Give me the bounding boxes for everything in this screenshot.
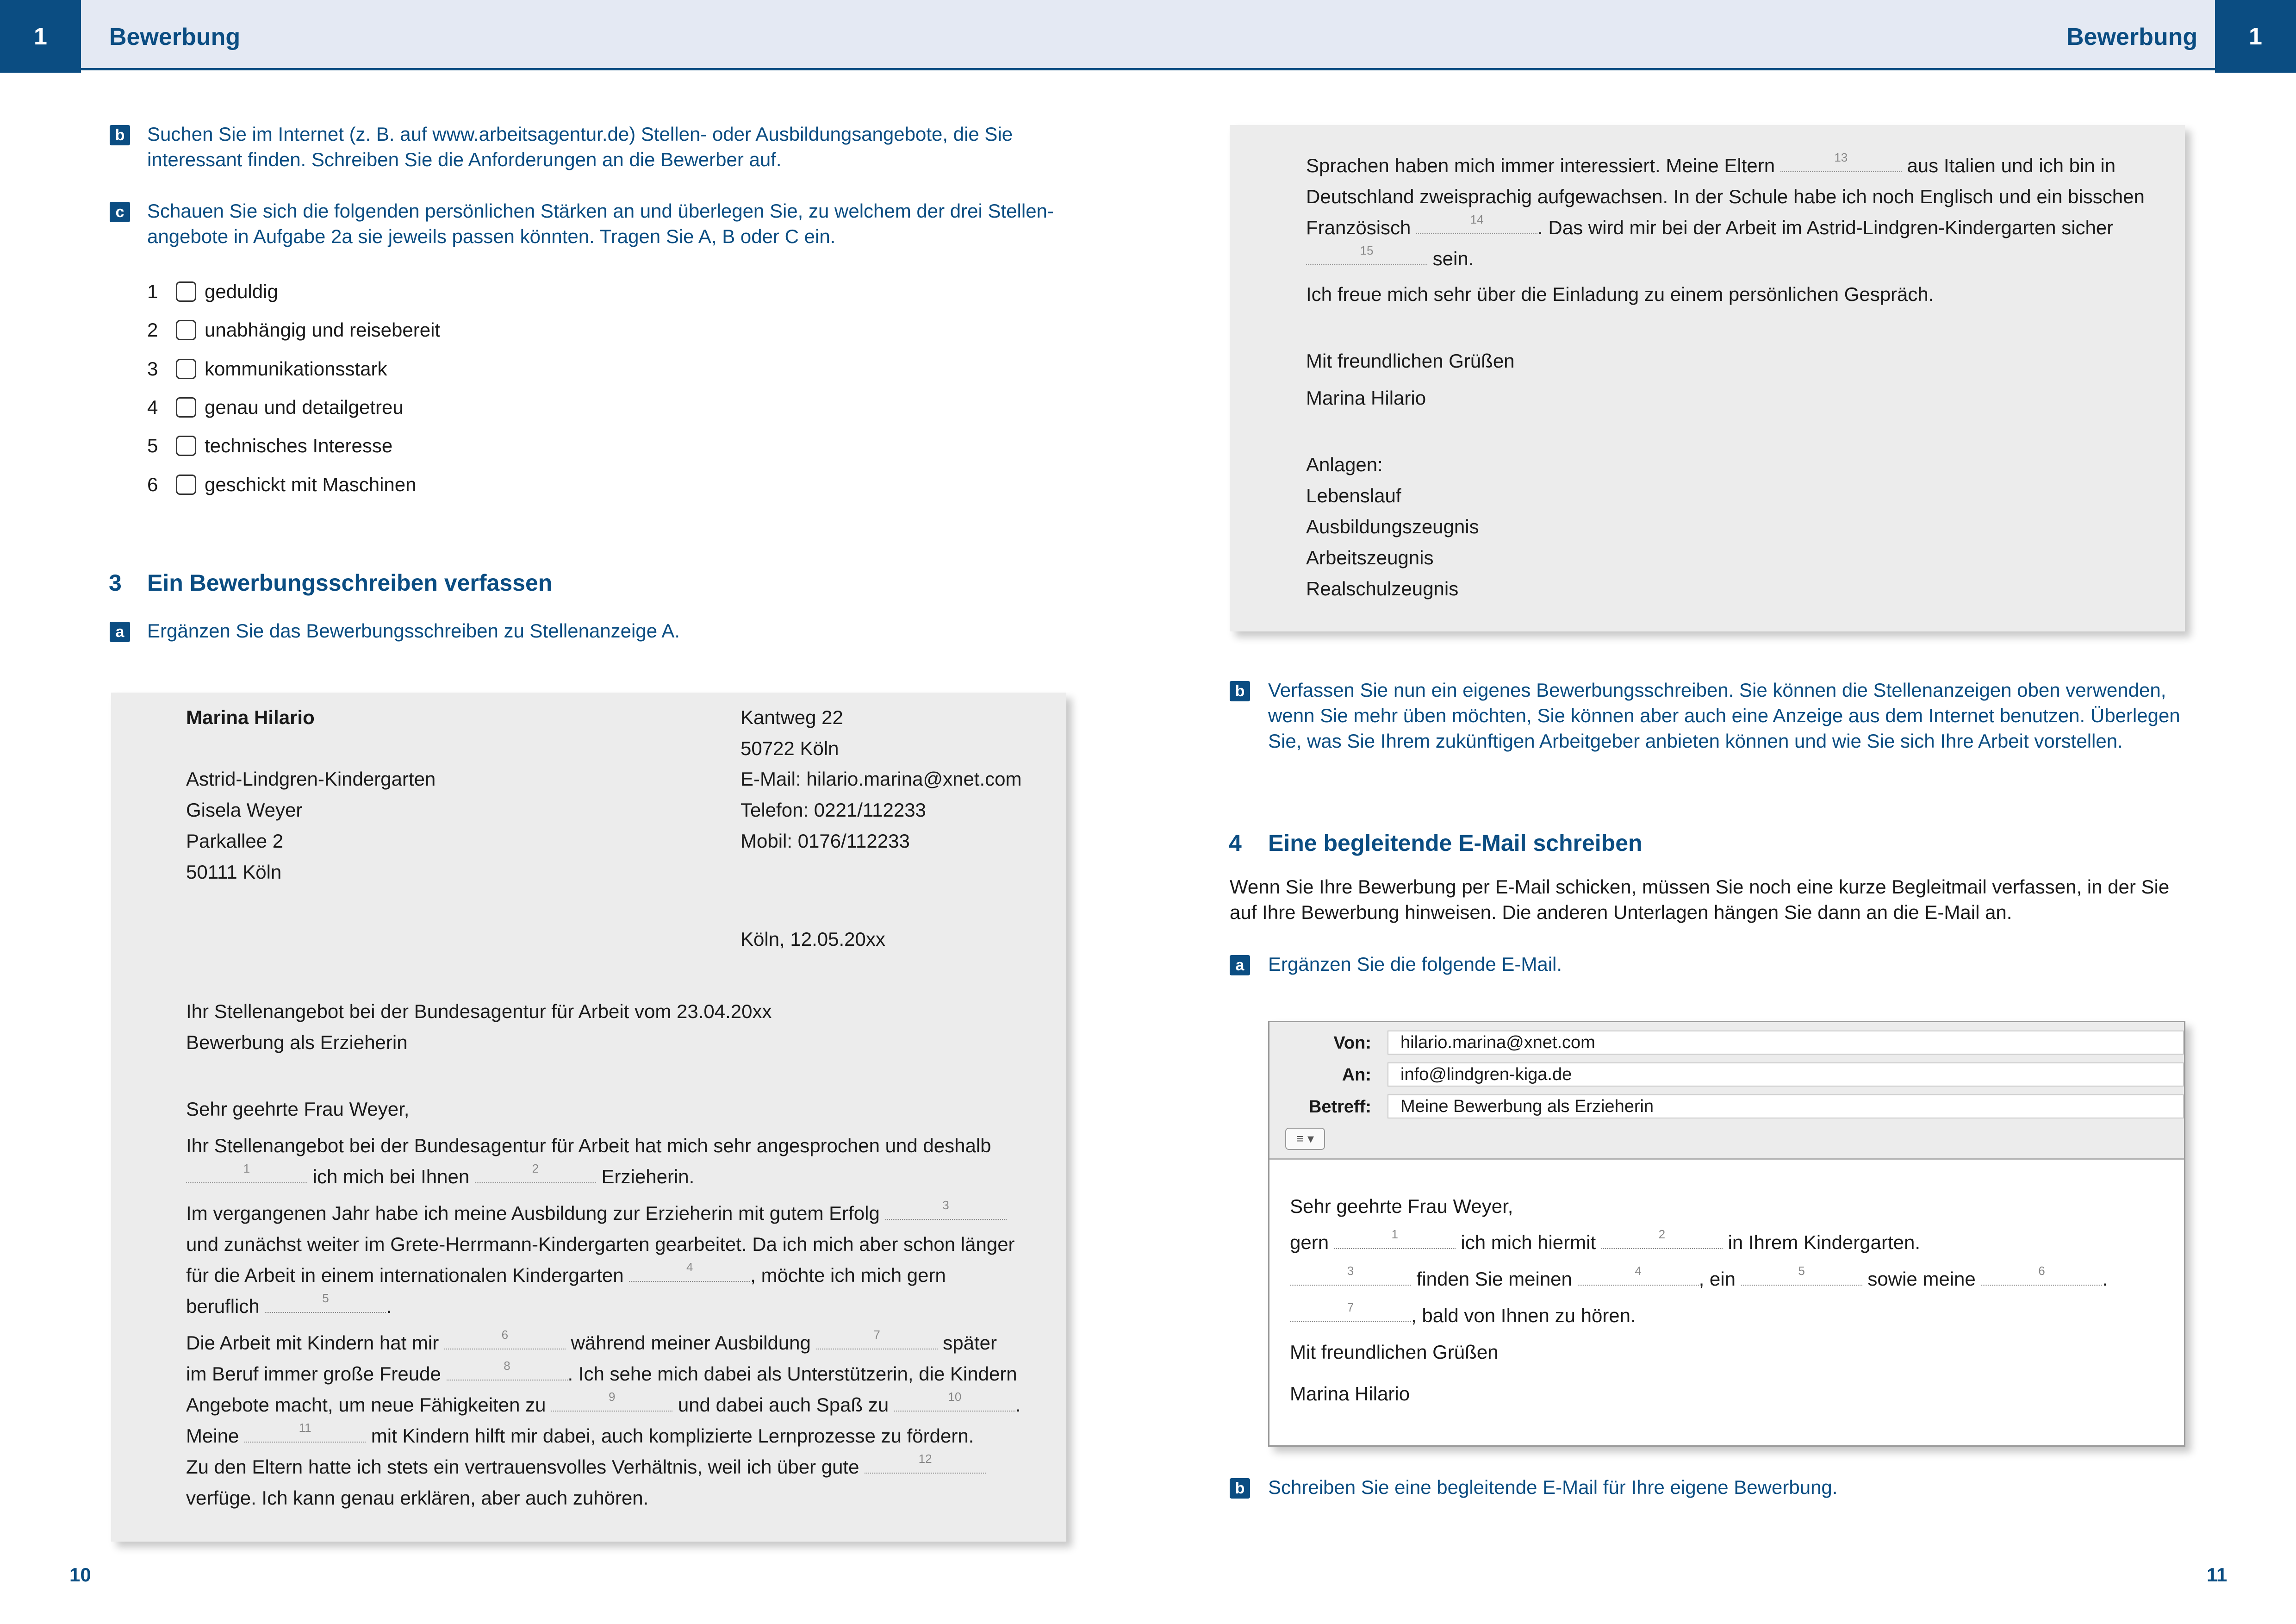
attachment-item: Lebenslauf [1306,485,1401,506]
email-text: in Ihrem Kindergarten. [1728,1231,1921,1253]
blank-field[interactable] [894,1390,1015,1412]
blank-field[interactable] [475,1162,596,1183]
letter-salutation: Sehr geehrte Frau Weyer, [186,1098,410,1120]
blank-field[interactable] [1741,1264,1862,1286]
letter-line [186,1423,974,1449]
blank-number: 4 [686,1260,693,1274]
letter-line [186,1200,1007,1226]
letter-line: Deutschland zweisprachig aufgewachsen. In der Schule habe ich noch Englisch und ein bisschen [1306,186,2145,207]
letter-text: mit Kindern hilft mir dabei, auch komplizierte Lernprozesse zu fördern. [371,1425,974,1447]
strength-item [147,394,404,420]
blank-number: 11 [299,1421,311,1435]
task-b-text [147,121,1013,172]
letter-line [186,1361,1017,1387]
blank-field[interactable] [816,1328,938,1349]
strength-label: genau und detailgetreu [205,396,404,418]
task-c-line2: angebote in Aufgabe 2a sie jeweils passen könnten. Tragen Sie A, B oder C ein. [147,225,836,247]
strength-label: unabhängig und reisebereit [205,319,441,341]
strength-number: 2 [147,319,158,341]
blank-field[interactable] [1334,1227,1456,1249]
letter-text: aus Italien und ich bin in [1907,155,2116,176]
blank-field[interactable] [1780,150,1902,172]
email-window [1268,1021,2185,1447]
blank-number: 7 [873,1328,880,1342]
page-number-right: 11 [2207,1564,2228,1586]
strength-checkbox[interactable] [176,436,196,456]
email-signature: Marina Hilario [1290,1383,1410,1405]
task-3b-line3: Sie, was Sie Ihrem zukünftigen Arbeitgeber anbieten können und wie Sie sich Ihre Arbeit vorstellen. [1268,730,2123,752]
to-field[interactable]: info@lindgren-kiga.de [1388,1062,2184,1087]
blank-field[interactable] [629,1260,750,1282]
strength-number: 6 [147,474,158,495]
letter-line: Ich freue mich sehr über die Einladung zu einem persönlichen Gespräch. [1306,283,1934,305]
task-badge-4b: b [1230,1478,1250,1499]
section-4-intro [1230,874,2169,925]
letter-text: Meine [186,1425,239,1447]
intro-line1: Wenn Sie Ihre Bewerbung per E-Mail schicken, müssen Sie noch eine kurze Begleitmail verfassen, in der Sie [1230,876,2170,898]
letter-text: später [943,1332,997,1354]
to-label: An: [1342,1065,1371,1085]
blank-number: 2 [532,1162,539,1175]
email-line [1290,1300,1636,1329]
email-header [1269,1022,2184,1160]
letter-recipient-line: Astrid-Lindgren-Kindergarten [186,768,436,790]
blank-number: 3 [1347,1264,1354,1278]
blank-number: 4 [1635,1264,1642,1278]
strength-item [147,317,440,343]
blank-field[interactable] [885,1198,1007,1220]
header-title-right: Bewerbung [2066,24,2198,50]
email-text: , bald von Ihnen zu hören. [1411,1305,1636,1326]
letter-recipient-line: Gisela Weyer [186,799,303,821]
letter-text: beruflich [186,1295,260,1317]
blank-field[interactable] [1416,212,1537,234]
task-3b-text [1268,677,2180,754]
letter-line: und zunächst weiter im Grete-Herrmann-Kindergarten gearbeitet. Da ich mich aber schon länger [186,1233,1015,1255]
letter-text: . Ich sehe mich dabei als Unterstützerin, die Kindern [567,1363,1017,1385]
blank-number: 6 [2038,1264,2045,1278]
letter-subject: Bewerbung als Erzieherin [186,1031,408,1053]
letter-line [186,1392,1021,1418]
letter-line [186,1293,392,1319]
letter-text: Die Arbeit mit Kindern hat mir [186,1332,439,1354]
letter-text: für die Arbeit in einem internationalen Kindergarten [186,1264,624,1286]
blank-number: 5 [1798,1264,1805,1278]
letter-recipient-line: Parkallee 2 [186,830,284,852]
section-3-number: 3 [109,570,122,596]
task-3b-line1: Verfassen Sie nun ein eigenes Bewerbungsschreiben. Sie können die Stellenanzeigen oben verwenden, [1268,679,2166,701]
task-4b-text: Schreiben Sie eine begleitende E-Mail für Ihre eigene Bewerbung. [1268,1476,1838,1498]
letter-subject: Ihr Stellenangebot bei der Bundesagentur für Arbeit vom 23.04.20xx [186,1000,772,1022]
blank-field[interactable] [1578,1264,1699,1286]
blank-number: 1 [1391,1227,1398,1241]
from-label: Von: [1333,1033,1371,1053]
letter-signature: Marina Hilario [1306,387,1426,409]
letter-line [1306,212,2114,241]
attachment-item: Arbeitszeugnis [1306,547,1434,568]
strength-label: geduldig [205,281,278,302]
email-line [1290,1227,1921,1255]
chapter-number-right: 1 [2215,0,2296,73]
blank-number: 13 [1834,150,1848,164]
chapter-number-left: 1 [0,0,81,73]
blank-field[interactable] [186,1162,307,1183]
letter-text: Angebote macht, um neue Fähigkeiten zu [186,1394,546,1416]
strength-item [147,433,392,459]
blank-number: 8 [504,1359,510,1373]
strength-checkbox[interactable] [176,281,196,302]
letter-sender-name: Marina Hilario [186,706,315,728]
letter-text: Zu den Eltern hatte ich stets ein vertrauensvolles Verhältnis, weil ich über gute [186,1456,859,1478]
letter-line [1306,150,2116,179]
task-badge-c: c [110,202,130,222]
letter-line: Ihr Stellenangebot bei der Bundesagentur für Arbeit hat mich sehr angesprochen und deshalb [186,1135,991,1156]
letter-text: sein. [1432,248,1474,269]
letter-sender-address: 50722 Köln [740,737,839,759]
letter-closing: Mit freundlichen Grüßen [1306,350,1515,372]
blank-field[interactable] [1306,244,1427,265]
letter-sender-address: Kantweg 22 [740,706,843,728]
email-line [1290,1266,2108,1292]
letter-text: und dabei auch Spaß zu [678,1394,889,1416]
blank-number: 1 [243,1162,250,1175]
blank-number: 7 [1347,1300,1354,1314]
task-c-line1: Schauen Sie sich die folgenden persönlichen Stärken an und überlegen Sie, zu welchem der drei Stellen- [147,200,1054,222]
letter-text: . [386,1295,392,1317]
letter-text: ich mich bei Ihnen [312,1166,470,1187]
letter-text: . [1015,1394,1021,1416]
email-closing: Mit freundlichen Grüßen [1290,1341,1499,1363]
blank-field[interactable] [551,1390,672,1412]
strength-item [147,356,387,382]
strength-label: technisches Interesse [205,435,393,456]
email-text: sowie meine [1867,1268,1976,1290]
blank-field[interactable] [1601,1227,1723,1249]
blank-number: 6 [501,1328,509,1342]
letter-text: während meiner Ausbildung [571,1332,811,1354]
letter-line [186,1330,997,1356]
attachment-item: Realschulzeugnis [1306,578,1459,600]
letter-sender-address: Telefon: 0221/112233 [740,799,926,821]
letter-text: Erzieherin. [601,1166,695,1187]
blank-field[interactable] [865,1452,986,1474]
task-badge-3b: b [1230,681,1250,701]
section-3-title: Ein Bewerbungsschreiben verfassen [147,570,553,596]
blank-number: 2 [1658,1227,1666,1241]
blank-field[interactable] [265,1291,386,1313]
letter-line [186,1262,946,1288]
task-4a-text: Ergänzen Sie die folgende E-Mail. [1268,953,1562,975]
letter-date: Köln, 12.05.20xx [740,928,885,950]
letter-line [186,1164,694,1190]
subject-label: Betreff: [1308,1097,1371,1117]
strength-checkbox[interactable] [176,320,196,340]
strength-label: geschickt mit Maschinen [205,474,417,495]
blank-field[interactable] [444,1328,566,1349]
section-4-number: 4 [1229,830,1242,856]
strength-label: kommunikationsstark [205,358,387,380]
task-badge-b: b [110,125,130,145]
blank-number: 9 [608,1390,616,1404]
strength-number: 5 [147,435,158,456]
blank-number: 12 [918,1452,932,1466]
strength-checkbox[interactable] [176,359,196,379]
email-text: finden Sie meinen [1416,1268,1572,1290]
email-text: gern [1290,1231,1329,1253]
blank-field[interactable] [447,1359,568,1380]
format-menu-button[interactable]: ≡ ▾ [1285,1128,1325,1150]
email-text: , ein [1699,1268,1736,1290]
email-salutation: Sehr geehrte Frau Weyer, [1290,1195,1513,1217]
strength-number: 4 [147,396,158,418]
task-3a-text: Ergänzen Sie das Bewerbungsschreiben zu Stellenanzeige A. [147,620,680,642]
task-badge-4a: a [1230,955,1250,975]
attachment-item: Ausbildungszeugnis [1306,516,1479,537]
header-right [1148,0,2296,70]
letter-text: Französisch [1306,217,1411,238]
intro-line2: auf Ihre Bewerbung hinweisen. Die anderen Unterlagen hängen Sie dann an die E-Mail an. [1230,901,2012,923]
letter-text: Im vergangenen Jahr habe ich meine Ausbildung zur Erzieherin mit gutem Erfolg [186,1202,880,1224]
letter-line [1306,246,1474,272]
task-b-line1: Suchen Sie im Internet (z. B. auf www.arbeitsagentur.de) Stellen- oder Ausbildungsangebote, die Sie [147,123,1013,145]
page-number-left: 10 [69,1564,91,1586]
strength-item [147,472,417,498]
section-4-title: Eine begleitende E-Mail schreiben [1268,830,1643,856]
blank-field[interactable] [1290,1300,1411,1322]
strength-item [147,279,278,305]
strength-number: 3 [147,358,158,380]
letter-text: im Beruf immer große Freude [186,1363,441,1385]
task-3b-line2: wenn Sie mehr üben möchten, Sie können aber auch eine Anzeige aus dem Internet benutzen. Überlegen [1268,705,2180,726]
blank-number: 15 [1360,244,1374,257]
blank-number: 5 [322,1291,329,1305]
letter-sender-address: Mobil: 0176/112233 [740,830,910,852]
letter-text: Sprachen haben mich immer interessiert. Meine Eltern [1306,155,1775,176]
letter-sender-address: E-Mail: hilario.marina@xnet.com [740,768,1022,790]
task-b-line2: interessant finden. Schreiben Sie die Anforderungen an die Bewerber auf. [147,149,782,170]
letter-text: . Das wird mir bei der Arbeit im Astrid-Lindgren-Kindergarten sicher [1537,217,2114,238]
letter-line [186,1454,986,1480]
letter-line: verfüge. Ich kann genau erklären, aber auch zuhören. [186,1487,649,1509]
blank-number: 14 [1470,212,1484,226]
letter-recipient-line: 50111 Köln [186,861,282,883]
blank-field[interactable] [1290,1264,1411,1286]
strength-checkbox[interactable] [176,397,196,418]
subject-field[interactable]: Meine Bewerbung als Erzieherin [1388,1094,2184,1118]
task-c-text [147,198,1054,249]
letter-text: , möchte ich mich gern [750,1264,946,1286]
strength-checkbox[interactable] [176,475,196,495]
task-badge-3a: a [110,622,130,642]
blank-number: 3 [942,1198,949,1212]
attachments-label: Anlagen: [1306,454,1383,475]
from-field[interactable]: hilario.marina@xnet.com [1388,1031,2184,1055]
blank-field[interactable] [1981,1264,2102,1286]
strength-number: 1 [147,281,158,302]
email-text: . [2102,1268,2108,1290]
email-text: ich mich hiermit [1461,1231,1596,1253]
header-title-left: Bewerbung [109,24,241,50]
header-left [0,0,1148,70]
blank-field[interactable] [244,1421,366,1443]
blank-number: 10 [948,1390,962,1404]
